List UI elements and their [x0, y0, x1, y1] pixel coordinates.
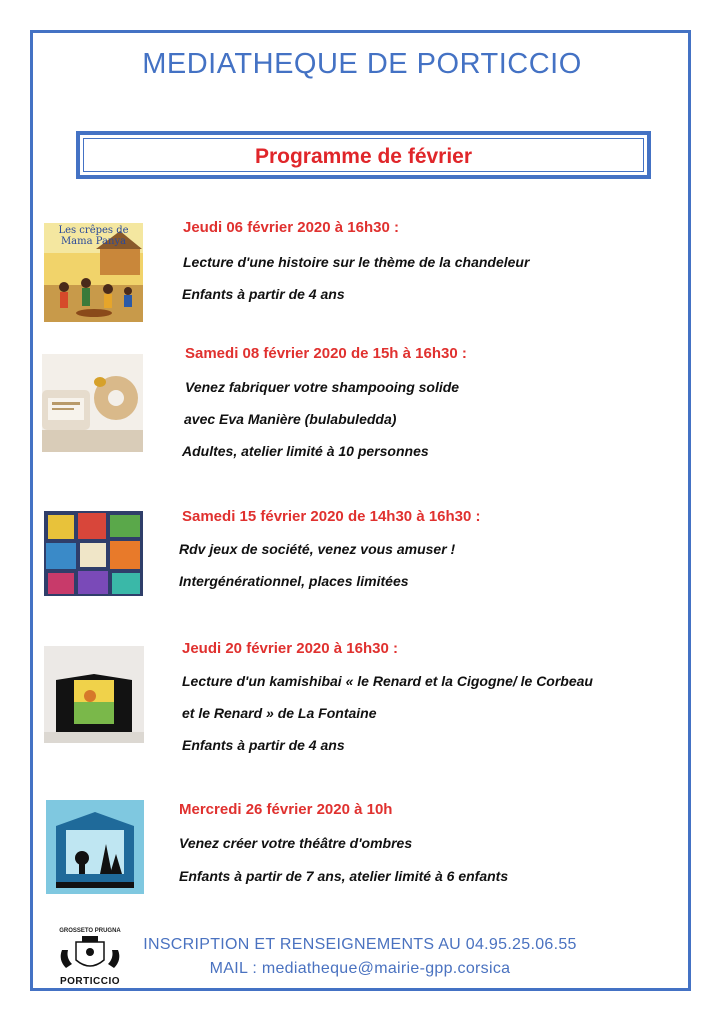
event-description: avec Eva Manière (bulabuledda) — [184, 411, 397, 427]
event-description: Venez fabriquer votre shampooing solide — [185, 379, 460, 395]
shampoo-bar-image — [42, 354, 143, 452]
event-date: Jeudi 20 février 2020 à 16h30 : — [182, 640, 398, 657]
event-description: et le Renard » de La Fontaine — [182, 705, 377, 721]
page-title: MEDIATHEQUE DE PORTICCIO — [142, 48, 582, 80]
event-date: Samedi 15 février 2020 de 14h30 à 16h30 : — [182, 508, 481, 525]
shadow-theater-image — [46, 800, 144, 894]
book-cover-image — [44, 223, 143, 322]
event-date: Samedi 08 février 2020 de 15h à 16h30 : — [185, 345, 467, 362]
program-title: Programme de février — [254, 145, 473, 168]
event-description: Lecture d'une histoire sur le thème de la chandeleur — [183, 254, 530, 270]
kamishibai-image — [44, 646, 144, 743]
board-games-image — [44, 511, 143, 596]
logo-bottom-text: PORTICCIO — [59, 976, 121, 987]
event-description: Enfants à partir de 4 ans — [182, 737, 345, 753]
event-description: Enfants à partir de 7 ans, atelier limité à 6 enfants — [179, 868, 509, 884]
event-description: Venez créer votre théâtre d'ombres — [179, 835, 413, 851]
book-cover-title: Les crêpes de Mama Panya — [58, 225, 129, 247]
event-date: Mercredi 26 février 2020 à 10h — [179, 801, 393, 818]
event-date: Jeudi 06 février 2020 à 16h30 : — [183, 219, 399, 236]
event-description: Lecture d'un kamishibai « le Renard et la Cigogne/ le Corbeau — [182, 673, 593, 689]
inscription-info: INSCRIPTION ET RENSEIGNEMENTS AU 04.95.25.06.55 — [143, 936, 577, 953]
mail-info[interactable]: MAIL : mediatheque@mairie-gpp.corsica — [209, 960, 511, 977]
event-description: Rdv jeux de société, venez vous amuser ! — [179, 541, 456, 557]
event-description: Enfants à partir de 4 ans — [182, 286, 345, 302]
event-description: Adultes, atelier limité à 10 personnes — [182, 443, 429, 459]
program-banner — [76, 131, 651, 179]
event-description: Intergénérationnel, places limitées — [179, 573, 409, 589]
logo-top-text: GROSSETO PRUGNA — [59, 928, 121, 934]
